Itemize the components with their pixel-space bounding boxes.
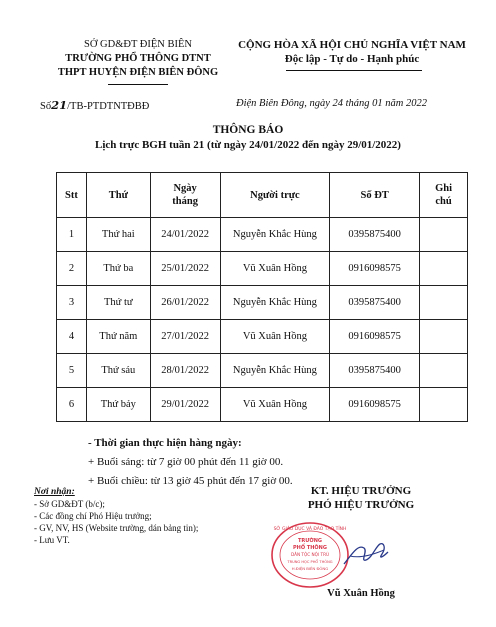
- cell-stt: 2: [57, 252, 87, 286]
- col-header-day: Thứ: [86, 173, 150, 218]
- doc-number-value: 21: [51, 98, 68, 112]
- recipient-item: - Các đồng chí Phó Hiệu trưởng;: [34, 511, 152, 521]
- col-header-phone: Số ĐT: [330, 173, 420, 218]
- notes-morning: + Buổi sáng: từ 7 giờ 00 phút đến 11 giờ 00.: [88, 456, 284, 468]
- cell-person: Vũ Xuân Hồng: [220, 388, 330, 422]
- cell-person: Nguyễn Khắc Hùng: [220, 218, 330, 252]
- doc-number-prefix: Số: [40, 101, 52, 112]
- duty-schedule-table: [56, 172, 468, 422]
- notes-afternoon: + Buổi chiều: từ 13 giờ 45 phút đến 17 giờ 00.: [88, 475, 293, 487]
- motto-underline: [286, 70, 422, 71]
- signature-title-block: [266, 484, 456, 512]
- col-header-note: Ghi chú: [420, 173, 468, 218]
- document-title: THÔNG BÁO: [212, 124, 284, 136]
- cell-stt: 4: [57, 320, 87, 354]
- cell-phone: 0916098575: [330, 252, 420, 286]
- cell-phone: 0395875400: [330, 286, 420, 320]
- issuer-school-line1: TRƯỜNG PHỔ THÔNG DTNT: [65, 53, 211, 64]
- signature-title-line1: KT. HIỆU TRƯỞNG: [310, 485, 412, 497]
- cell-phone: 0395875400: [330, 218, 420, 252]
- issuer-department: SỞ GD&ĐT ĐIỆN BIÊN: [83, 39, 192, 50]
- cell-day: Thứ năm: [86, 320, 150, 354]
- stamp-text-line: TRUNG HỌC PHỔ THÔNG: [287, 560, 333, 564]
- cell-stt: 5: [57, 354, 87, 388]
- recipient-item: - Lưu VT.: [34, 535, 70, 545]
- table-row: [57, 252, 468, 286]
- cell-date: 24/01/2022: [150, 218, 220, 252]
- issuer-school-line2: THPT HUYỆN ĐIỆN BIÊN ĐÔNG: [57, 67, 219, 78]
- cell-phone: 0395875400: [330, 354, 420, 388]
- notes-heading: - Thời gian thực hiện hàng ngày:: [88, 437, 242, 449]
- document-number: [40, 98, 149, 112]
- country-name: CỘNG HÒA XÃ HỘI CHỦ NGHĨA VIỆT NAM: [238, 39, 466, 51]
- cell-note: [420, 286, 468, 320]
- col-header-stt: Stt: [57, 173, 87, 218]
- stamp-text-line: TRƯỜNG: [297, 538, 323, 544]
- table-row: [57, 218, 468, 252]
- cell-person: Nguyễn Khắc Hùng: [220, 354, 330, 388]
- cell-stt: 3: [57, 286, 87, 320]
- table-row: [57, 286, 468, 320]
- document-subtitle: Lịch trực BGH tuần 21 (từ ngày 24/01/2022 đến ngày 29/01/2022): [95, 139, 401, 151]
- doc-number-suffix: /TB-PTDTNTĐBĐ: [67, 101, 150, 112]
- cell-note: [420, 320, 468, 354]
- cell-day: Thứ bảy: [86, 388, 150, 422]
- cell-date: 28/01/2022: [150, 354, 220, 388]
- motto: Độc lập - Tự do - Hạnh phúc: [284, 53, 420, 65]
- cell-phone: 0916098575: [330, 320, 420, 354]
- cell-person: Vũ Xuân Hồng: [220, 320, 330, 354]
- cell-date: 29/01/2022: [150, 388, 220, 422]
- stamp-ring-text: SỞ GIÁO DỤC VÀ ĐÀO TẠO TỈNH: [273, 527, 347, 532]
- cell-note: [420, 252, 468, 286]
- col-header-person: Người trực: [220, 173, 330, 218]
- stamp-text-line: H.ĐIỆN BIÊN ĐÔNG: [291, 566, 329, 571]
- issuer-block: [38, 38, 238, 80]
- cell-note: [420, 388, 468, 422]
- national-motto-block: [232, 38, 472, 66]
- cell-date: 26/01/2022: [150, 286, 220, 320]
- stamp-text-line: PHỔ THÔNG: [293, 545, 327, 551]
- col-header-date: Ngày tháng: [150, 173, 220, 218]
- issuer-underline: [108, 84, 168, 85]
- cell-note: [420, 218, 468, 252]
- cell-note: [420, 354, 468, 388]
- signer-name: Vũ Xuân Hồng: [327, 588, 395, 599]
- cell-person: Vũ Xuân Hồng: [220, 252, 330, 286]
- table-row: [57, 388, 468, 422]
- cell-date: 25/01/2022: [150, 252, 220, 286]
- cell-day: Thứ ba: [86, 252, 150, 286]
- table-header-row: [57, 173, 468, 218]
- handwritten-signature: [340, 534, 390, 574]
- table-row: [57, 354, 468, 388]
- recipients-heading: Nơi nhận:: [34, 487, 75, 497]
- cell-date: 27/01/2022: [150, 320, 220, 354]
- signature-title-line2: PHÓ HIỆU TRƯỞNG: [307, 499, 415, 511]
- stamp-text-line: DÂN TỘC NỘI TRÚ: [290, 552, 330, 557]
- cell-day: Thứ hai: [86, 218, 150, 252]
- cell-phone: 0916098575: [330, 388, 420, 422]
- recipient-item: - Sở GD&ĐT (b/c);: [34, 499, 105, 509]
- recipient-item: - GV, NV, HS (Website trường, dán bảng tin);: [34, 523, 199, 533]
- cell-stt: 1: [57, 218, 87, 252]
- cell-stt: 6: [57, 388, 87, 422]
- table-row: [57, 320, 468, 354]
- working-hours-notes: [88, 434, 293, 491]
- cell-day: Thứ tư: [86, 286, 150, 320]
- cell-person: Nguyễn Khắc Hùng: [220, 286, 330, 320]
- cell-day: Thứ sáu: [86, 354, 150, 388]
- document-date: Điện Biên Đông, ngày 24 tháng 01 năm 2022: [236, 98, 428, 109]
- recipients-block: [34, 486, 198, 546]
